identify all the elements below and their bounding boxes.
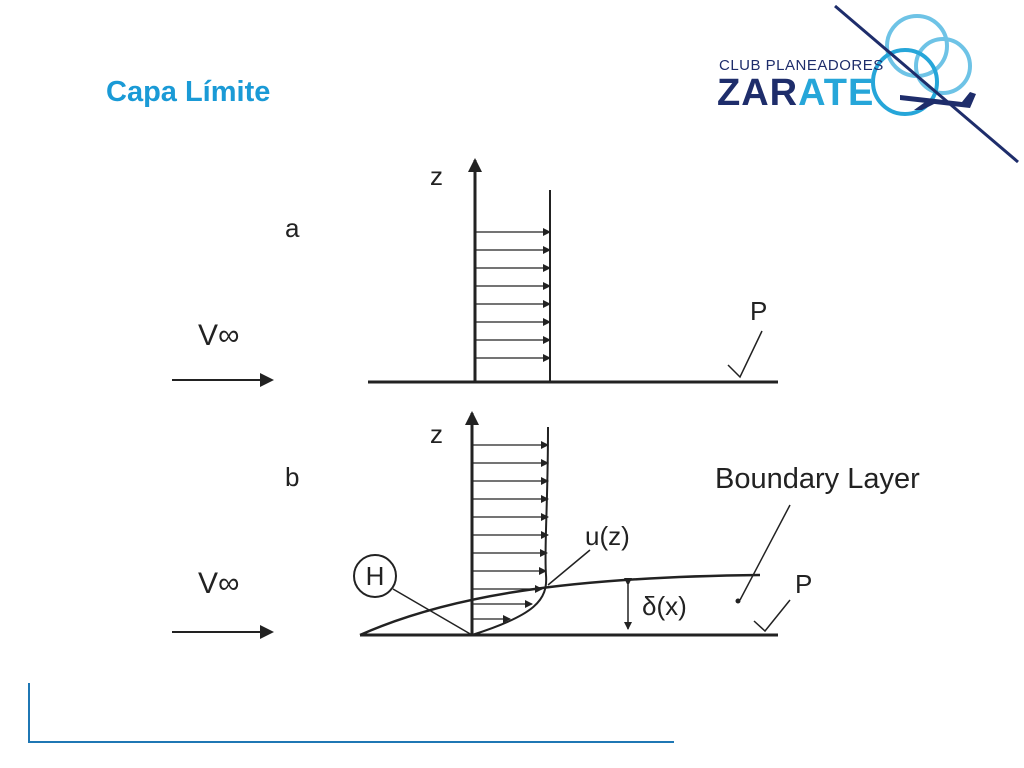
panel-b-thickness-label: δ(x) [642, 591, 687, 621]
panel-b-freestream-label: V∞ [198, 567, 240, 600]
slide-title: Capa Límite [106, 76, 271, 108]
panel-b-circled-label: H [365, 561, 385, 591]
panel-b-boundary-layer-label: Boundary Layer [715, 463, 920, 495]
panel-b-z-axis-label: z [430, 419, 443, 449]
logo-name-dark: ZAR [717, 72, 799, 114]
panel-b-circled-leader [393, 589, 472, 635]
panel-b-plate-label: P [795, 569, 813, 599]
panel-b-boundary-layer-leader [740, 505, 790, 600]
panel-a-z-axis-label: z [430, 161, 443, 191]
logo-club-text: CLUB PLANEADORES [719, 57, 884, 74]
bottom-corner-rule [28, 683, 674, 743]
panel-a-freestream-label: V∞ [198, 319, 240, 352]
logo-name-accent: ATE [798, 72, 875, 114]
panel-a-plate-leader [728, 331, 762, 377]
panel-a-velocity-arrows [475, 232, 550, 358]
logo-name [717, 72, 874, 115]
panel-a-label: a [285, 213, 300, 243]
panel-a-plate-label: P [750, 296, 768, 326]
panel-b-label: b [285, 462, 300, 492]
panel-b-plate-leader [754, 600, 790, 631]
panel-b-velocity-profile-leader [548, 550, 590, 585]
panel-b [172, 413, 920, 635]
boundary-layer-diagram [150, 145, 1000, 660]
panel-b-boundary-layer-dot [736, 599, 741, 604]
panel-b-velocity-profile-label: u(z) [585, 521, 630, 551]
panel-a [172, 160, 778, 382]
